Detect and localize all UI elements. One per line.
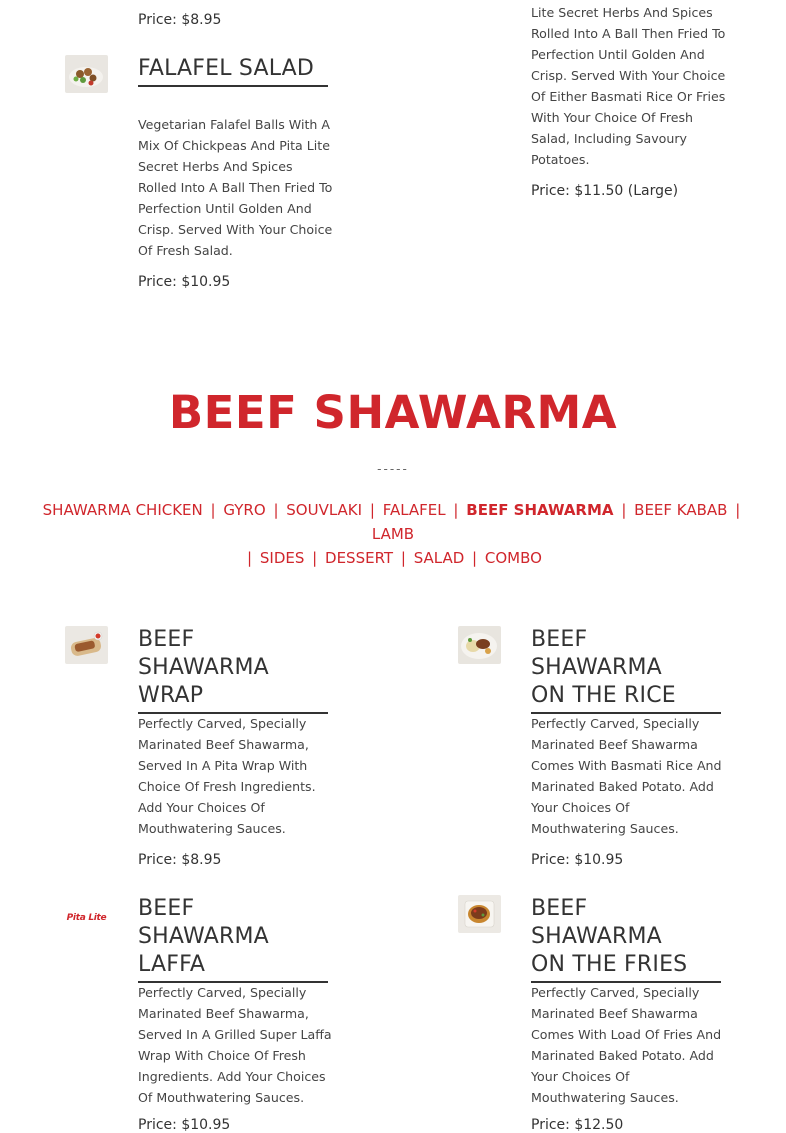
beef-laffa-description: Perfectly Carved, Specially Marinated Beef Shawarma, Served In A Grilled Super Laffa Wrap With Choice Of Fresh Ingredients. Add Your Choices Of Mouthwatering Sauces. (138, 985, 332, 1105)
nav-separator: | (400, 549, 406, 567)
beef-wrap-title-line2: WRAP (138, 683, 204, 708)
beef-rice-price: Price: $10.95 (531, 852, 624, 868)
nav-item-souvlaki[interactable]: SOUVLAKI (286, 501, 363, 519)
beef-laffa-price: Price: $10.95 (138, 1117, 231, 1133)
beef-laffa-title (138, 895, 328, 983)
beef-wrap-photo-icon (65, 626, 108, 664)
nav-item-beef-shawarma[interactable]: BEEF SHAWARMA (466, 501, 614, 519)
beef-fries-title (531, 895, 721, 983)
beef-fries-photo-icon (458, 895, 501, 933)
beef-wrap-title-line1: BEEF SHAWARMA (138, 627, 269, 680)
beef-fries-title-line1: BEEF SHAWARMA (531, 896, 662, 949)
beef-rice-description: Perfectly Carved, Specially Marinated Beef Shawarma Comes With Basmati Rice And Marinated Baked Potato. Add Your Choices Of Mouthwatering Sauces. (531, 716, 722, 836)
nav-item-shawarma-chicken[interactable]: SHAWARMA CHICKEN (42, 501, 203, 519)
beef-rice-title (531, 626, 721, 714)
falafel-salad-price: Price: $10.95 (138, 274, 231, 290)
category-nav (40, 498, 746, 570)
falafel-salad-title: FALAFEL SALAD (138, 55, 328, 87)
beef-rice-title-line2: ON THE RICE (531, 683, 676, 708)
nav-separator: | (735, 501, 741, 519)
beef-rice-image (458, 626, 501, 664)
section-title: BEEF SHAWARMA (168, 386, 618, 439)
beef-fries-description: Perfectly Carved, Specially Marinated Beef Shawarma Comes With Load Of Fries And Marinated Baked Potato. Add Your Choices Of Mouthwatering Sauces. (531, 985, 722, 1105)
nav-separator: | (312, 549, 318, 567)
nav-item-beef-kabab[interactable]: BEEF KABAB (634, 501, 728, 519)
nav-item-falafel[interactable]: FALAFEL (382, 501, 446, 519)
beef-rice-title-line1: BEEF SHAWARMA (531, 627, 662, 680)
beef-wrap-description: Perfectly Carved, Specially Marinated Beef Shawarma, Served In A Pita Wrap With Choice Of Fresh Ingredients. Add Your Choices Of Mouthwatering Sauces. (138, 716, 316, 836)
nav-separator: | (453, 501, 459, 519)
beef-fries-image (458, 895, 501, 933)
previous-right-item-price: Price: $11.50 (Large) (531, 183, 679, 199)
falafel-salad-image (65, 55, 108, 93)
beef-rice-photo-icon (458, 626, 501, 664)
nav-separator: | (210, 501, 216, 519)
beef-wrap-image (65, 626, 108, 664)
nav-separator: | (247, 549, 253, 567)
nav-separator: | (472, 549, 478, 567)
beef-wrap-title (138, 626, 328, 714)
nav-item-combo[interactable]: COMBO (484, 549, 542, 567)
beef-fries-title-line2: ON THE FRIES (531, 952, 688, 977)
falafel-salad-photo-icon (65, 55, 108, 93)
section-divider: ----- (377, 462, 409, 476)
nav-item-gyro[interactable]: GYRO (223, 501, 266, 519)
nav-separator: | (621, 501, 627, 519)
nav-separator: | (273, 501, 279, 519)
nav-item-salad[interactable]: SALAD (413, 549, 465, 567)
nav-item-lamb[interactable]: LAMB (371, 525, 415, 543)
previous-item-price: Price: $8.95 (138, 12, 222, 28)
pita-lite-logo-text: Pita Lite (66, 913, 107, 923)
pita-lite-logo (65, 905, 108, 923)
nav-separator: | (369, 501, 375, 519)
beef-laffa-title-line1: BEEF SHAWARMA (138, 896, 269, 949)
beef-laffa-title-line2: LAFFA (138, 952, 206, 977)
beef-fries-price: Price: $12.50 (531, 1117, 624, 1133)
beef-wrap-price: Price: $8.95 (138, 852, 222, 868)
falafel-salad-description: Vegetarian Falafel Balls With A Mix Of Chickpeas And Pita Lite Secret Herbs And Spices Rolled Into A Ball Then Fried To Perfection Until Golden And Crisp. Served With Your Choice Of Fresh Salad. (138, 117, 333, 258)
nav-item-sides[interactable]: SIDES (259, 549, 305, 567)
nav-item-dessert[interactable]: DESSERT (325, 549, 394, 567)
previous-right-item-description: Lite Secret Herbs And Spices Rolled Into A Ball Then Fried To Perfection Until Golden And Crisp. Served With Your Choice Of Either Basmati Rice Or Fries With Your Choice Of Fresh Salad, Including Savoury Potatoes. (531, 5, 726, 167)
